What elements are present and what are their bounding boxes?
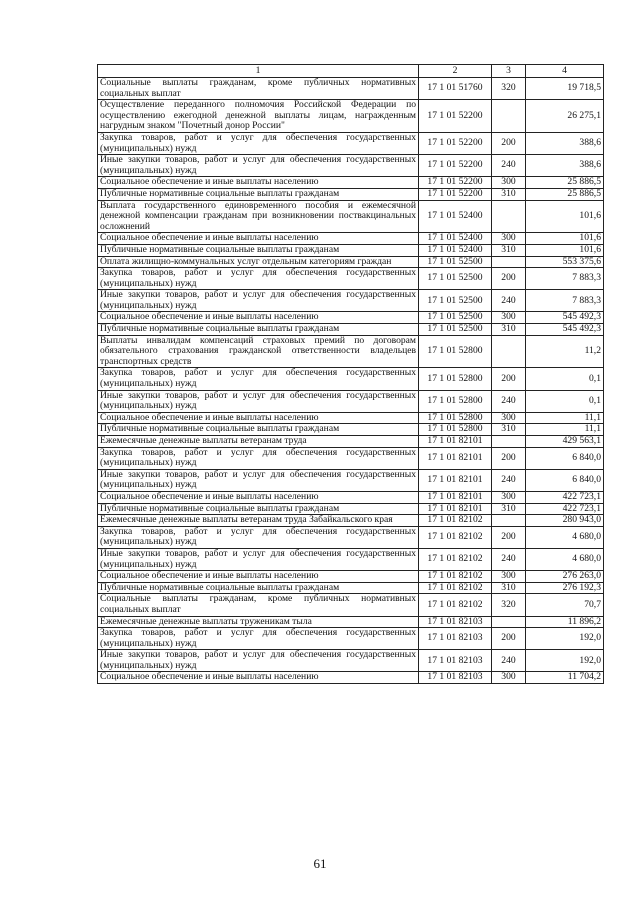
row-expense-type-cell: 310 [492, 582, 526, 594]
row-name-cell: Публичные нормативные социальные выплаты гражданам [98, 188, 419, 200]
row-expense-type-cell: 240 [492, 390, 526, 412]
page-number: 61 [313, 856, 327, 871]
row-expense-type-cell: 310 [492, 503, 526, 515]
row-name-cell: Публичные нормативные социальные выплаты гражданам [98, 582, 419, 594]
row-name-cell: Публичные нормативные социальные выплаты гражданам [98, 244, 419, 256]
row-name-cell: Оплата жилищно-коммунальных услуг отдельным категориям граждан [98, 256, 419, 268]
table-row [98, 628, 604, 650]
row-code-cell: 17 1 01 82103 [419, 672, 492, 684]
row-expense-type-cell: 310 [492, 324, 526, 336]
row-code-cell: 17 1 01 52500 [419, 324, 492, 336]
row-amount-cell: 101,6 [526, 244, 604, 256]
table-row [98, 177, 604, 189]
table-row [98, 155, 604, 177]
row-amount-cell: 6 840,0 [526, 447, 604, 469]
row-amount-cell: 545 492,3 [526, 324, 604, 336]
row-name-cell: Публичные нормативные социальные выплаты гражданам [98, 503, 419, 515]
row-expense-type-cell: 300 [492, 672, 526, 684]
row-code-cell: 17 1 01 52800 [419, 412, 492, 424]
row-amount-cell: 11 704,2 [526, 672, 604, 684]
row-name-cell: Ежемесячные денежные выплаты ветеранам труда [98, 436, 419, 448]
row-amount-cell: 70,7 [526, 594, 604, 616]
row-amount-cell: 4 680,0 [526, 526, 604, 548]
row-expense-type-cell: 200 [492, 268, 526, 290]
row-amount-cell: 19 718,5 [526, 78, 604, 100]
row-code-cell: 17 1 01 82103 [419, 650, 492, 672]
row-name-cell: Ежемесячные денежные выплаты ветеранам труда Забайкальского края [98, 515, 419, 527]
row-amount-cell: 101,6 [526, 233, 604, 245]
row-amount-cell: 26 275,1 [526, 100, 604, 133]
row-expense-type-cell: 320 [492, 594, 526, 616]
row-name-cell: Иные закупки товаров, работ и услуг для обеспечения государственных (муниципальных) нужд [98, 390, 419, 412]
row-code-cell: 17 1 01 82102 [419, 515, 492, 527]
table-row [98, 515, 604, 527]
column-header: 1 [98, 65, 419, 78]
row-code-cell: 17 1 01 52500 [419, 256, 492, 268]
row-name-cell: Социальные выплаты гражданам, кроме публичных нормативных социальных выплат [98, 78, 419, 100]
row-name-cell: Иные закупки товаров, работ и услуг для обеспечения государственных (муниципальных) нужд [98, 155, 419, 177]
table-row [98, 200, 604, 233]
row-code-cell: 17 1 01 82101 [419, 503, 492, 515]
row-name-cell: Публичные нормативные социальные выплаты гражданам [98, 424, 419, 436]
row-expense-type-cell: 200 [492, 132, 526, 154]
row-expense-type-cell: 310 [492, 424, 526, 436]
row-name-cell: Выплата государственного единовременного пособия и ежемесячной денежной компенсации гражданам при возникновении поствакцинальных осложнений [98, 200, 419, 233]
row-code-cell: 17 1 01 52500 [419, 312, 492, 324]
row-amount-cell: 11 896,2 [526, 616, 604, 628]
row-code-cell: 17 1 01 82102 [419, 571, 492, 583]
table-row [98, 582, 604, 594]
row-name-cell: Социальное обеспечение и иные выплаты населению [98, 312, 419, 324]
row-expense-type-cell: 200 [492, 628, 526, 650]
row-expense-type-cell: 240 [492, 650, 526, 672]
row-name-cell: Социальное обеспечение и иные выплаты населению [98, 177, 419, 189]
row-name-cell: Иные закупки товаров, работ и услуг для обеспечения государственных (муниципальных) нужд [98, 469, 419, 491]
row-amount-cell: 25 886,5 [526, 177, 604, 189]
table-row [98, 526, 604, 548]
table-row [98, 672, 604, 684]
table-row [98, 594, 604, 616]
table-row [98, 335, 604, 368]
row-amount-cell: 101,6 [526, 200, 604, 233]
table-row [98, 233, 604, 245]
row-expense-type-cell [492, 436, 526, 448]
row-name-cell: Социальное обеспечение и иные выплаты населению [98, 571, 419, 583]
row-expense-type-cell [492, 515, 526, 527]
row-name-cell: Социальное обеспечение и иные выплаты населению [98, 491, 419, 503]
row-code-cell: 17 1 01 52200 [419, 155, 492, 177]
row-code-cell: 17 1 01 52200 [419, 132, 492, 154]
table-row [98, 503, 604, 515]
row-amount-cell: 7 883,3 [526, 290, 604, 312]
row-expense-type-cell: 310 [492, 244, 526, 256]
row-name-cell: Иные закупки товаров, работ и услуг для обеспечения государственных (муниципальных) нужд [98, 290, 419, 312]
row-code-cell: 17 1 01 52400 [419, 233, 492, 245]
table-row [98, 100, 604, 133]
row-name-cell: Закупка товаров, работ и услуг для обеспечения государственных (муниципальных) нужд [98, 526, 419, 548]
row-expense-type-cell: 300 [492, 233, 526, 245]
row-code-cell: 17 1 01 52200 [419, 177, 492, 189]
row-code-cell: 17 1 01 52800 [419, 424, 492, 436]
row-expense-type-cell [492, 335, 526, 368]
table-row [98, 132, 604, 154]
row-amount-cell: 429 563,1 [526, 436, 604, 448]
row-amount-cell: 276 192,3 [526, 582, 604, 594]
row-name-cell: Ежемесячные денежные выплаты труженикам тыла [98, 616, 419, 628]
row-amount-cell: 422 723,1 [526, 503, 604, 515]
row-expense-type-cell [492, 100, 526, 133]
row-amount-cell: 280 943,0 [526, 515, 604, 527]
row-amount-cell: 388,6 [526, 155, 604, 177]
row-amount-cell: 276 263,0 [526, 571, 604, 583]
table-row [98, 390, 604, 412]
row-code-cell: 17 1 01 52500 [419, 268, 492, 290]
row-amount-cell: 0,1 [526, 368, 604, 390]
row-code-cell: 17 1 01 51760 [419, 78, 492, 100]
row-name-cell: Социальное обеспечение и иные выплаты населению [98, 672, 419, 684]
row-name-cell: Закупка товаров, работ и услуг для обеспечения государственных (муниципальных) нужд [98, 447, 419, 469]
row-expense-type-cell [492, 200, 526, 233]
row-name-cell: Осуществление переданного полномочия Российской Федерации по осуществлению ежегодной денежной выплаты лицам, награжденным нагрудным знаком "Почетный донор России" [98, 100, 419, 133]
row-expense-type-cell: 300 [492, 312, 526, 324]
row-name-cell: Закупка товаров, работ и услуг для обеспечения государственных (муниципальных) нужд [98, 132, 419, 154]
row-amount-cell: 25 886,5 [526, 188, 604, 200]
table-row [98, 491, 604, 503]
row-amount-cell: 11,1 [526, 412, 604, 424]
row-code-cell: 17 1 01 82103 [419, 628, 492, 650]
row-code-cell: 17 1 01 82102 [419, 594, 492, 616]
row-expense-type-cell [492, 256, 526, 268]
row-name-cell: Иные закупки товаров, работ и услуг для обеспечения государственных (муниципальных) нужд [98, 548, 419, 570]
table-row [98, 188, 604, 200]
row-amount-cell: 7 883,3 [526, 268, 604, 290]
row-expense-type-cell [492, 616, 526, 628]
row-name-cell: Закупка товаров, работ и услуг для обеспечения государственных (муниципальных) нужд [98, 368, 419, 390]
row-name-cell: Закупка товаров, работ и услуг для обеспечения государственных (муниципальных) нужд [98, 628, 419, 650]
row-expense-type-cell: 300 [492, 571, 526, 583]
row-expense-type-cell: 200 [492, 368, 526, 390]
row-code-cell: 17 1 01 82103 [419, 616, 492, 628]
table-row [98, 424, 604, 436]
row-amount-cell: 545 492,3 [526, 312, 604, 324]
row-code-cell: 17 1 01 82102 [419, 548, 492, 570]
table-row [98, 244, 604, 256]
row-code-cell: 17 1 01 52200 [419, 188, 492, 200]
row-expense-type-cell: 200 [492, 447, 526, 469]
row-name-cell: Закупка товаров, работ и услуг для обеспечения государственных (муниципальных) нужд [98, 268, 419, 290]
row-name-cell: Иные закупки товаров, работ и услуг для обеспечения государственных (муниципальных) нужд [98, 650, 419, 672]
row-expense-type-cell: 240 [492, 155, 526, 177]
row-code-cell: 17 1 01 52500 [419, 290, 492, 312]
row-amount-cell: 192,0 [526, 628, 604, 650]
row-code-cell: 17 1 01 82102 [419, 582, 492, 594]
row-amount-cell: 388,6 [526, 132, 604, 154]
table-row [98, 469, 604, 491]
header-row [98, 65, 604, 78]
row-code-cell: 17 1 01 82101 [419, 447, 492, 469]
row-expense-type-cell: 300 [492, 491, 526, 503]
row-amount-cell: 4 680,0 [526, 548, 604, 570]
row-amount-cell: 422 723,1 [526, 491, 604, 503]
table-row [98, 312, 604, 324]
row-amount-cell: 0,1 [526, 390, 604, 412]
row-expense-type-cell: 320 [492, 78, 526, 100]
row-code-cell: 17 1 01 52200 [419, 100, 492, 133]
table-row [98, 268, 604, 290]
row-name-cell: Публичные нормативные социальные выплаты гражданам [98, 324, 419, 336]
table-row [98, 78, 604, 100]
table-row [98, 548, 604, 570]
table-row [98, 616, 604, 628]
row-code-cell: 17 1 01 52800 [419, 390, 492, 412]
column-header: 2 [419, 65, 492, 78]
row-amount-cell: 11,1 [526, 424, 604, 436]
row-code-cell: 17 1 01 52800 [419, 335, 492, 368]
table-row [98, 256, 604, 268]
row-expense-type-cell: 200 [492, 526, 526, 548]
row-code-cell: 17 1 01 82102 [419, 526, 492, 548]
column-header: 4 [526, 65, 604, 78]
row-expense-type-cell: 300 [492, 177, 526, 189]
row-expense-type-cell: 240 [492, 290, 526, 312]
row-expense-type-cell: 240 [492, 469, 526, 491]
row-code-cell: 17 1 01 82101 [419, 436, 492, 448]
row-amount-cell: 6 840,0 [526, 469, 604, 491]
row-amount-cell: 192,0 [526, 650, 604, 672]
table-row [98, 436, 604, 448]
table-row [98, 571, 604, 583]
row-expense-type-cell: 240 [492, 548, 526, 570]
row-code-cell: 17 1 01 82101 [419, 469, 492, 491]
column-header: 3 [492, 65, 526, 78]
row-name-cell: Выплаты инвалидам компенсаций страховых премий по договорам обязательного страхования гражданской ответственности владельцев транспортных средств [98, 335, 419, 368]
table-row [98, 650, 604, 672]
row-code-cell: 17 1 01 82101 [419, 491, 492, 503]
row-code-cell: 17 1 01 52400 [419, 200, 492, 233]
row-name-cell: Социальное обеспечение и иные выплаты населению [98, 233, 419, 245]
table-row [98, 447, 604, 469]
row-expense-type-cell: 310 [492, 188, 526, 200]
table-row [98, 290, 604, 312]
row-expense-type-cell: 300 [492, 412, 526, 424]
row-code-cell: 17 1 01 52800 [419, 368, 492, 390]
table-row [98, 324, 604, 336]
row-name-cell: Социальные выплаты гражданам, кроме публичных нормативных социальных выплат [98, 594, 419, 616]
table-row [98, 412, 604, 424]
table-row [98, 368, 604, 390]
budget-table [97, 64, 604, 684]
row-amount-cell: 553 375,6 [526, 256, 604, 268]
row-code-cell: 17 1 01 52400 [419, 244, 492, 256]
row-name-cell: Социальное обеспечение и иные выплаты населению [98, 412, 419, 424]
row-amount-cell: 11,2 [526, 335, 604, 368]
